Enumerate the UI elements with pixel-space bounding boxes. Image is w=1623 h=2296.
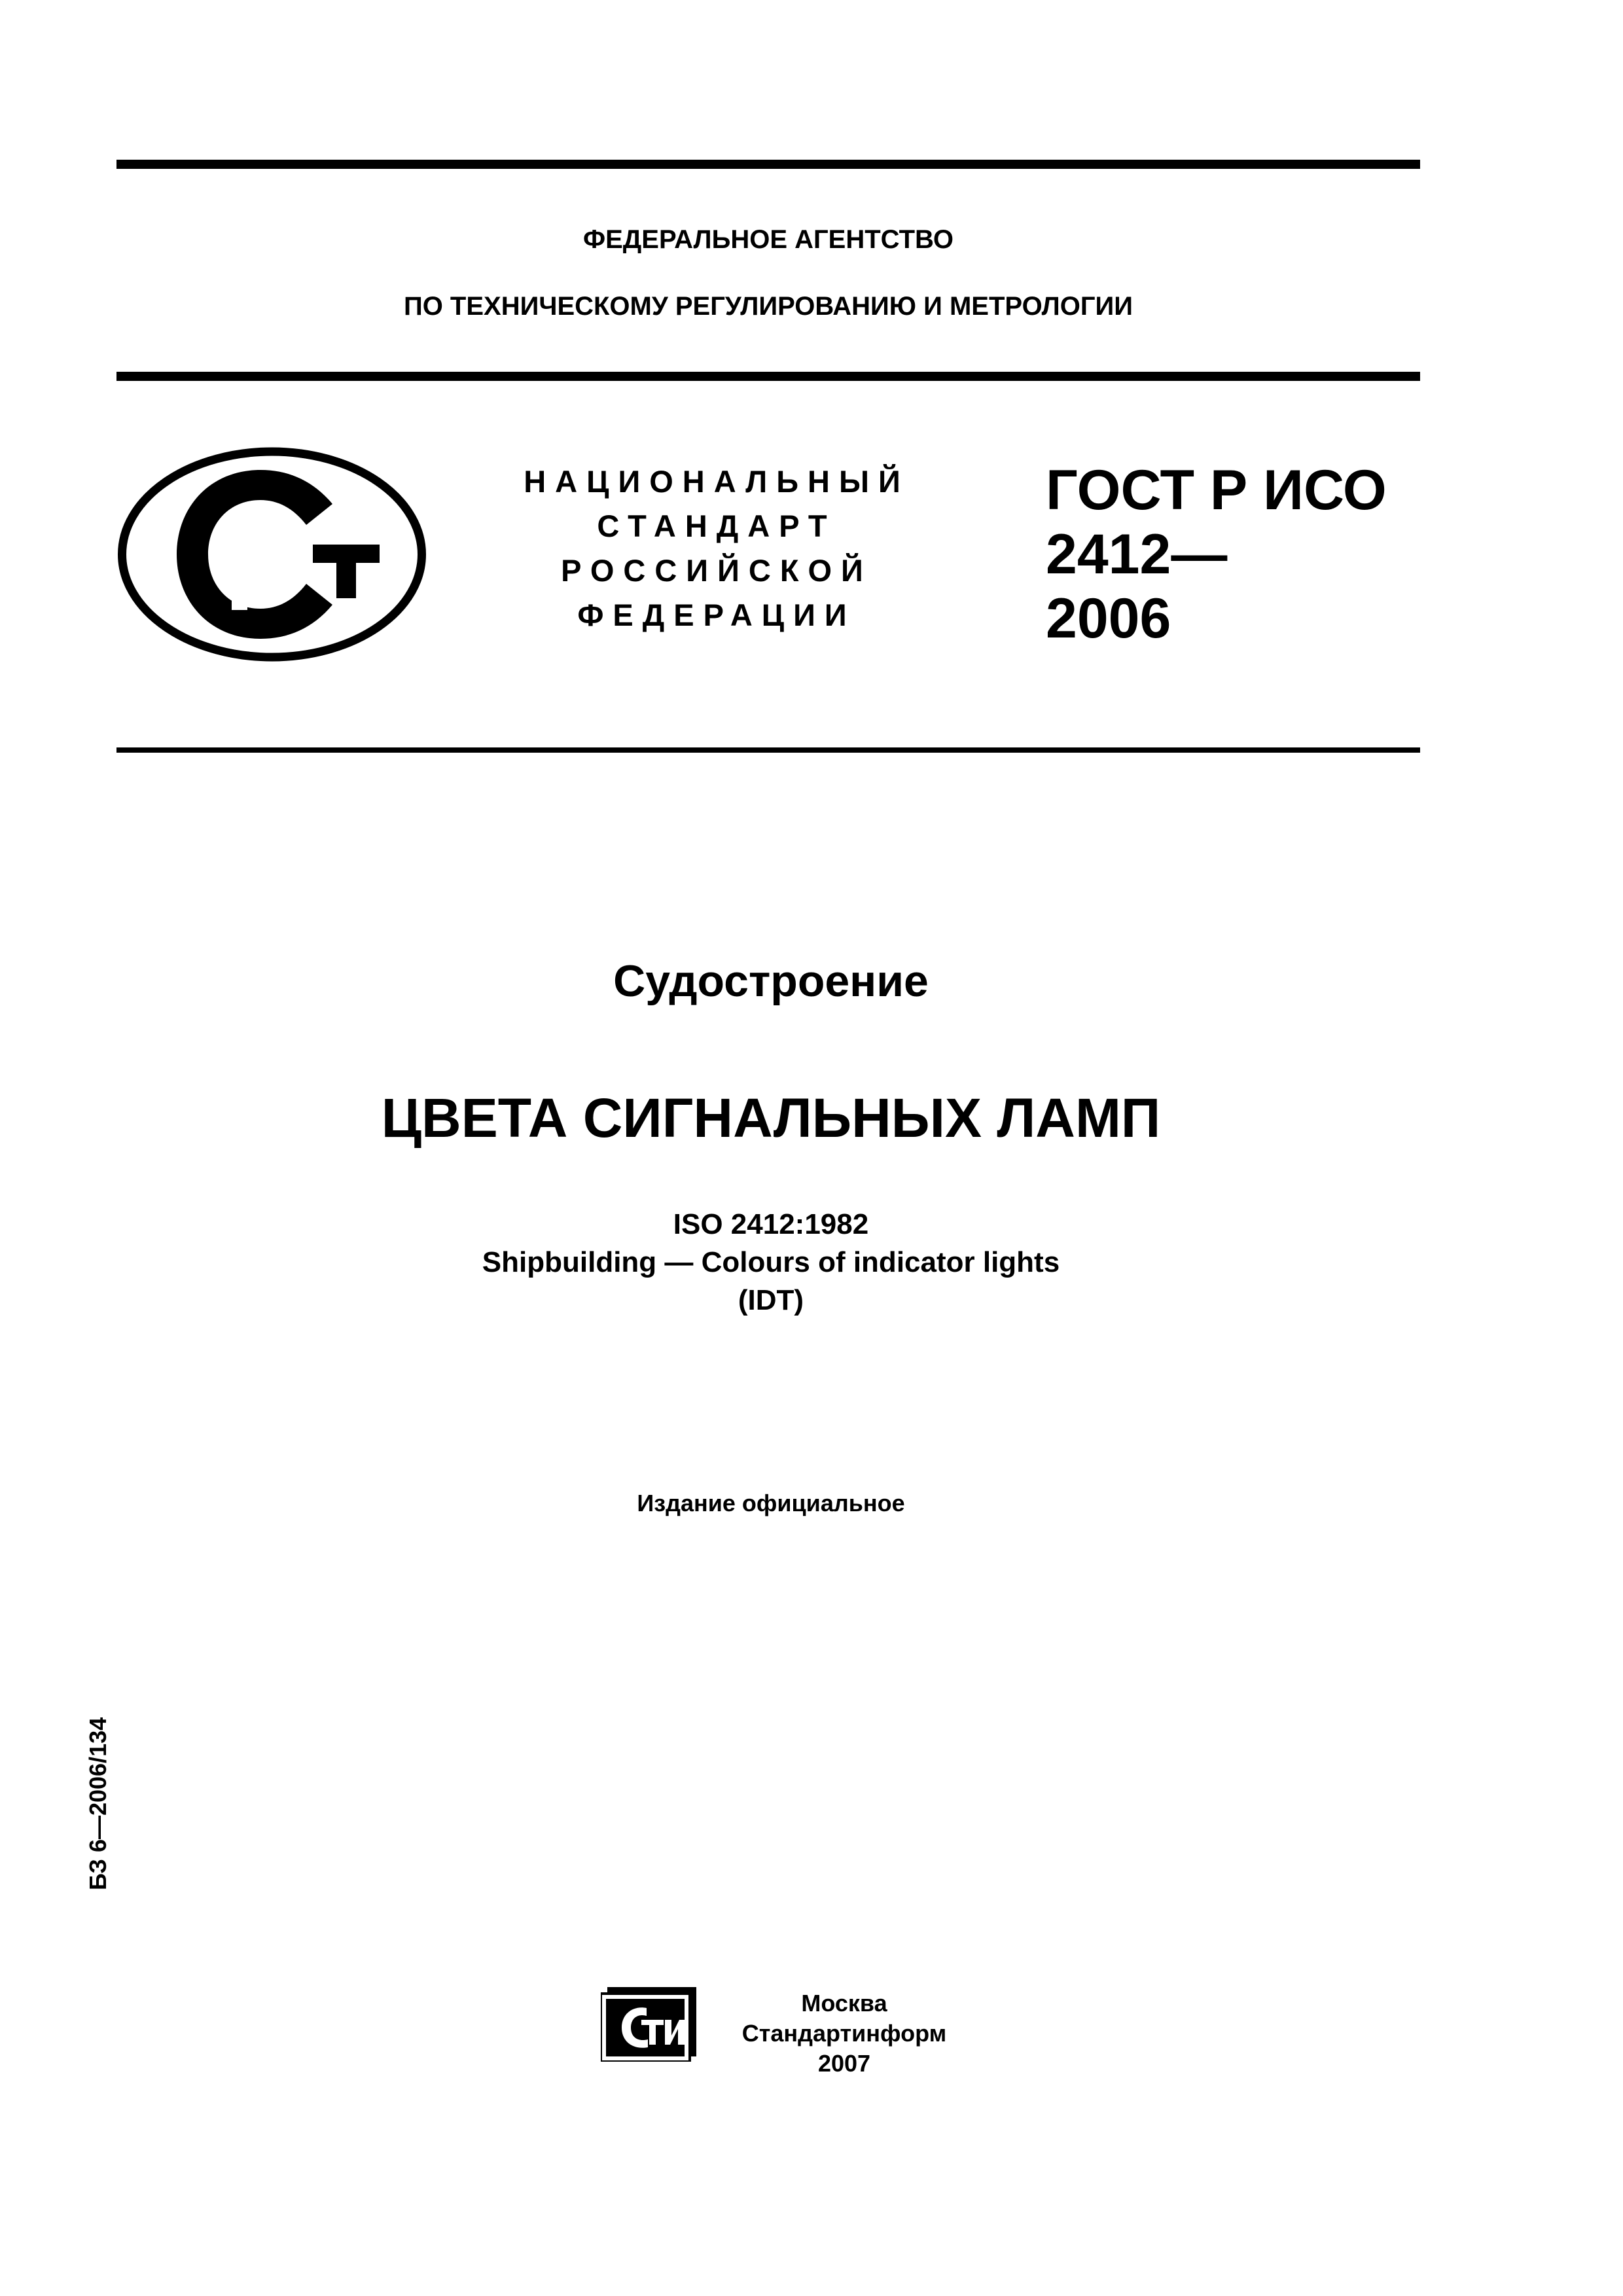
publisher-city: Москва [801, 1990, 887, 2017]
designation-line-3: 2006 [1046, 587, 1171, 650]
agency-line-1: ФЕДЕРАЛЬНОЕ АГЕНТСТВО [582, 225, 954, 254]
main-title: ЦВЕТА СИГНАЛЬНЫХ ЛАМП [381, 1087, 1161, 1149]
national-standard-block [481, 459, 952, 637]
header-bottom-rule [116, 747, 1420, 753]
iso-number: ISO 2412:1982 [673, 1208, 869, 1240]
agency-bottom-rule [116, 372, 1420, 381]
subject-title: Судостроение [613, 956, 929, 1006]
publisher-year: 2007 [817, 2050, 871, 2077]
national-line-4: ФЕДЕРАЦИИ [577, 598, 856, 632]
iso-english-title: Shipbuilding — Colours of indicator lights [482, 1246, 1060, 1278]
publisher-name: Стандартинформ [741, 2020, 947, 2047]
agency-line-2: ПО ТЕХНИЧЕСКОМУ РЕГУЛИРОВАНИЮ И МЕТРОЛОГИИ [403, 292, 1133, 321]
rst-logo-icon [116, 446, 427, 662]
designation-line-1: ГОСТ Р ИСО [1046, 459, 1387, 522]
standard-designation [1046, 458, 1412, 651]
standartinform-logo-icon [601, 1982, 699, 2062]
side-code: БЗ 6—2006/134 [84, 1717, 111, 1890]
national-line-3: РОССИЙСКОЙ [561, 553, 872, 588]
designation-line-2: 2412— [1046, 523, 1228, 586]
iso-reference [116, 1206, 1425, 1319]
publisher-block [713, 1988, 975, 2079]
edition-label: Издание официальное [637, 1490, 905, 1516]
iso-degree: (IDT) [738, 1284, 804, 1316]
national-line-2: СТАНДАРТ [597, 509, 836, 543]
national-line-1: НАЦИОНАЛЬНЫЙ [524, 464, 910, 499]
top-rule [116, 160, 1420, 169]
